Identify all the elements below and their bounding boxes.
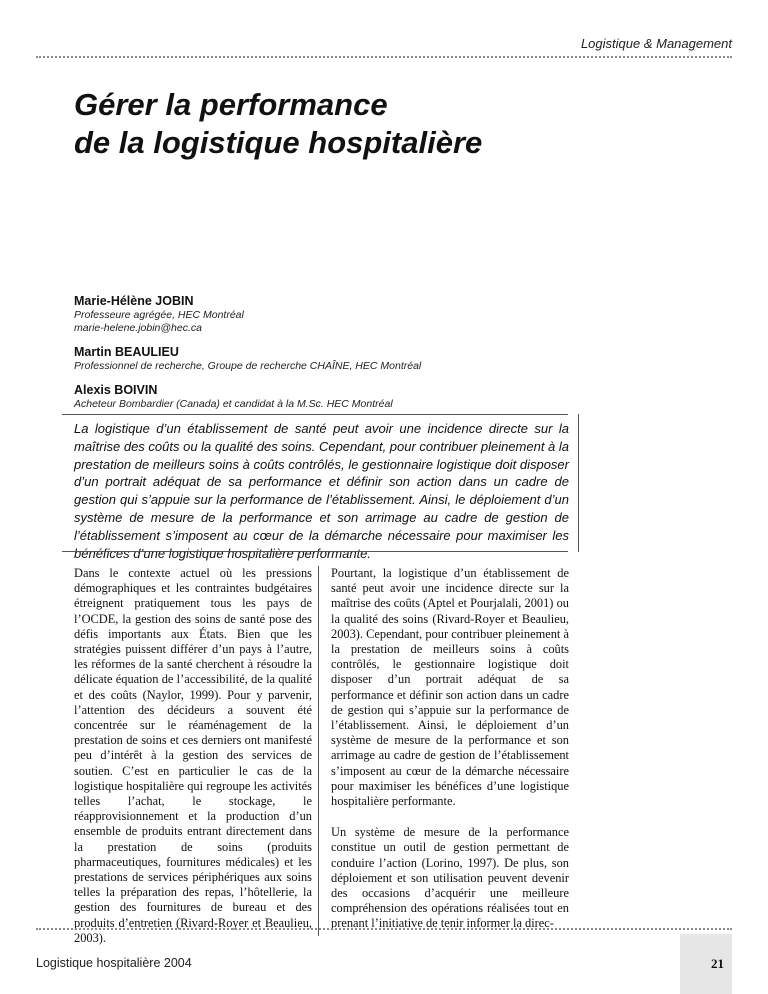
author-name: Marie-Hélène JOBIN — [74, 294, 194, 308]
abstract: La logistique d’un établissement de santé peut avoir une incidence directe sur la maîtrise des coûts ou la qualité des soins. Cependant, pour contribuer pleinement à la prestation de meilleurs soins à coûts contrôlés, le gestionnaire logistique doit disposer d’un portrait adéquat de sa performance et définir son action dans un cadre de gestion qui s’appuie sur la performance de l’établissement. Ainsi, le déploiement d’un système de mesure de la performance et son arrimage au cadre de gestion de l’établissement s’imposent au cœur de la démarche nécessaire pour maximiser les bénéfices d’une logistique hospitalière performante. — [74, 421, 570, 561]
body-paragraph: Un système de mesure de la performance constitue un outil de gestion permettant de conduire l’action (Lorino, 1997). De plus, son déploiement et son utilisation peuvent devenir des occasions d’acquérir une meilleure compréhension des opérations réalisées tout en prenant l’initiative de tenir informer la direc- — [331, 825, 569, 931]
header-dotted-rule — [36, 56, 732, 58]
author-block — [74, 345, 694, 373]
abstract-top-rule — [62, 414, 568, 415]
author-affiliation: Acheteur Bombardier (Canada) et candidat à la M.Sc. HEC Montréal — [74, 398, 393, 410]
body-column-left — [74, 566, 312, 962]
page-number-box — [680, 934, 732, 994]
footer-dotted-rule — [36, 928, 732, 930]
author-list — [74, 294, 694, 421]
page-number: 21 — [711, 956, 724, 971]
body-paragraph: Pourtant, la logistique d’un établissement de santé peut avoir une incidence directe sur la maîtrise des coûts (Aptel et Pourjalali, 2001) ou la qualité des soins (Rivard-Royer et Beaulieu, 2003). Cependant, pour contribuer pleinement à la prestation de meilleurs soins à coûts contrôlés, le gestionnaire logistique doit disposer d’un portrait adéquat de sa performance et définir son action dans un cadre de gestion qui s’appuie sur la performance de l’établissement. Ainsi, le déploiement d’un système de mesure de la performance et son arrimage au cadre de gestion de l’établissement s’imposent au cœur de la démarche nécessaire pour maximiser les bénéfices d’une logistique hospitalière performante. — [331, 566, 569, 809]
body-column-right — [331, 566, 569, 948]
column-divider — [318, 566, 319, 936]
title-line-2: de la logistique hospitalière — [74, 125, 483, 160]
abstract-bottom-rule — [62, 551, 568, 552]
body-paragraph: Dans le contexte actuel où les pressions démographiques et les contraintes budgétaires étreignent pratiquement tous les pays de l’OCDE, la gestion des soins de santé pose des défis importants aux États. Bien que les stratégies puissent différer d’un pays à l’autre, les réformes de la santé cherchent à résoudre la délicate équation de l’accessibilité, de la qualité et des coûts (Naylor, 1999). Pour y parvenir, l’attention des décideurs a souvent été concentrée sur le réaménagement de la prestation de soins et ces derniers ont manifesté peu d’intérêt à la gestion des services de soutien. C’est en particulier le cas de la logistique hospitalière qui regroupe les activités telles l’achat, le stockage, le réapprovisionnement et la production d’un ensemble de produits entrant directement dans la prestation de soins (produits pharmaceutiques, fournitures médicales) et les prestations de services périphériques aux soins telles la préparation des repas, l’hôtellerie, la gestion des fournitures de bureau et des produits d’entretien (Rivard-Royer et Beaulieu, 2003). — [74, 566, 312, 945]
author-email: marie-helene.jobin@hec.ca — [74, 322, 202, 334]
author-affiliation: Professeure agrégée, HEC Montréal — [74, 309, 244, 321]
footer-journal: Logistique hospitalière 2004 — [36, 956, 192, 970]
author-name: Alexis BOIVIN — [74, 383, 158, 397]
title-line-1: Gérer la performance — [74, 87, 388, 122]
author-block — [74, 294, 694, 335]
author-name: Martin BEAULIEU — [74, 345, 179, 359]
running-header: Logistique & Management — [580, 36, 732, 51]
article-title — [74, 86, 674, 162]
abstract-side-rule — [578, 414, 579, 552]
author-block — [74, 383, 694, 411]
author-affiliation: Professionnel de recherche, Groupe de recherche CHAÎNE, HEC Montréal — [74, 360, 422, 372]
